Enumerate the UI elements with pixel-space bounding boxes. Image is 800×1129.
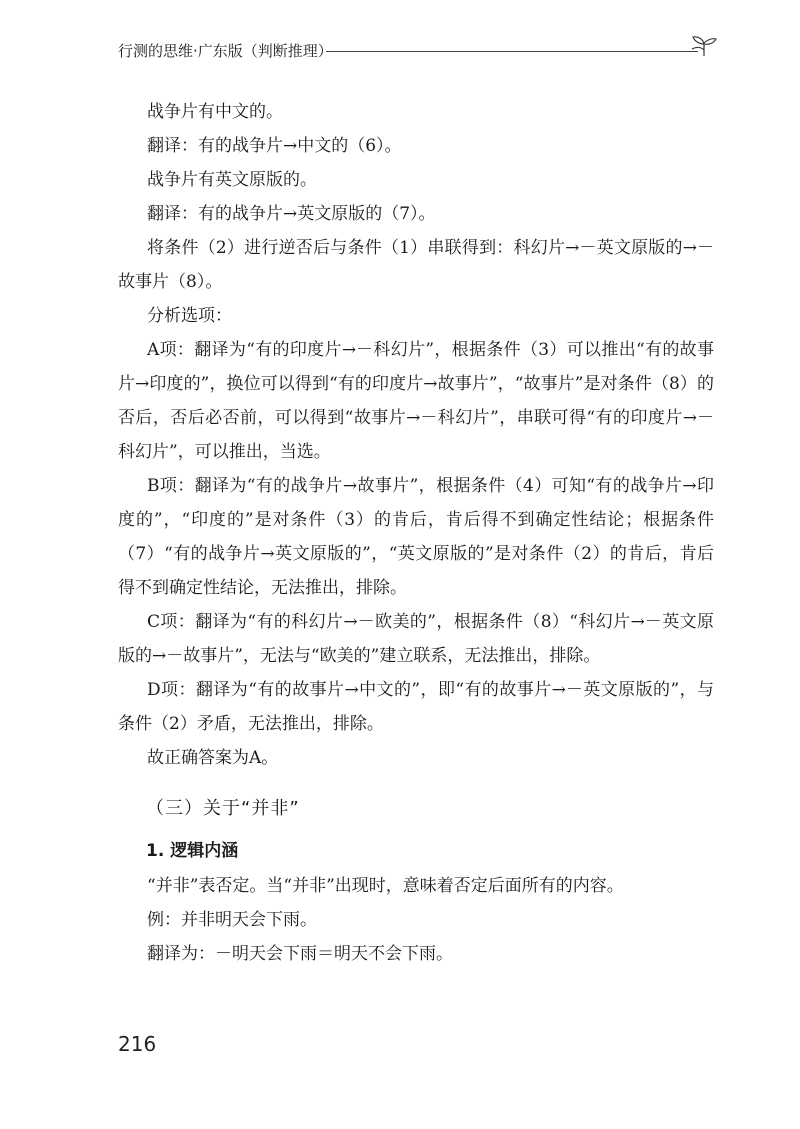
header-title: 行测的思维·广东版（判断推理） bbox=[118, 42, 333, 60]
sprout-leaf-icon bbox=[690, 34, 718, 58]
option-c-analysis: C项：翻译为“有的科幻片→－欧美的”，根据条件（8）“科幻片→－英文原版的→－故事片”，无法与“欧美的”建立联系，无法推出，排除。 bbox=[118, 612, 714, 666]
paragraph-5: 将条件（2）进行逆否后与条件（1）串联得到：科幻片→－英文原版的→－故事片（8）。 bbox=[118, 238, 714, 292]
section-title: （三）关于“并非” bbox=[146, 798, 300, 819]
answer-line: 故正确答案为A。 bbox=[147, 748, 279, 768]
option-a-analysis: A项：翻译为“有的印度片→－科幻片”，根据条件（3）可以推出“有的故事片→印度的”，换位可以得到“有的印度片→故事片”，“故事片”是对条件（8）的否后，否后必否前，可以得到“故事片→－科幻片”，串联可得“有的印度片→－科幻片”，可以推出，当选。 bbox=[118, 340, 714, 462]
page-number: 216 bbox=[118, 1032, 157, 1056]
sub-title: 1. 逻辑内涵 bbox=[146, 841, 239, 861]
page-header bbox=[118, 34, 718, 64]
paragraph-3: 战争片有英文原版的。 bbox=[147, 170, 317, 190]
header-rule bbox=[326, 51, 698, 52]
paragraph-6: 分析选项： bbox=[147, 306, 232, 326]
paragraph-12: “并非”表否定。当“并非”出现时，意味着否定后面所有的内容。 bbox=[147, 876, 624, 896]
paragraph-1: 战争片有中文的。 bbox=[147, 102, 283, 122]
option-b-analysis: B项：翻译为“有的战争片→故事片”，根据条件（4）可知“有的战争片→印度的”，“印度的”是对条件（3）的肯后，肯后得不到确定性结论；根据条件（7）“有的战争片→英文原版的”，“英文原版的”是对条件（2）的肯后，肯后得不到确定性结论，无法推出，排除。 bbox=[118, 476, 714, 598]
option-d-analysis: D项：翻译为“有的故事片→中文的”，即“有的故事片→－英文原版的”，与条件（2）矛盾，无法推出，排除。 bbox=[118, 680, 714, 734]
paragraph-2: 翻译：有的战争片→中文的（6）。 bbox=[147, 136, 402, 156]
paragraph-4: 翻译：有的战争片→英文原版的（7）。 bbox=[147, 204, 436, 224]
translation-line: 翻译为：－明天会下雨＝明天不会下雨。 bbox=[147, 944, 453, 964]
example-line: 例：并非明天会下雨。 bbox=[147, 910, 317, 930]
